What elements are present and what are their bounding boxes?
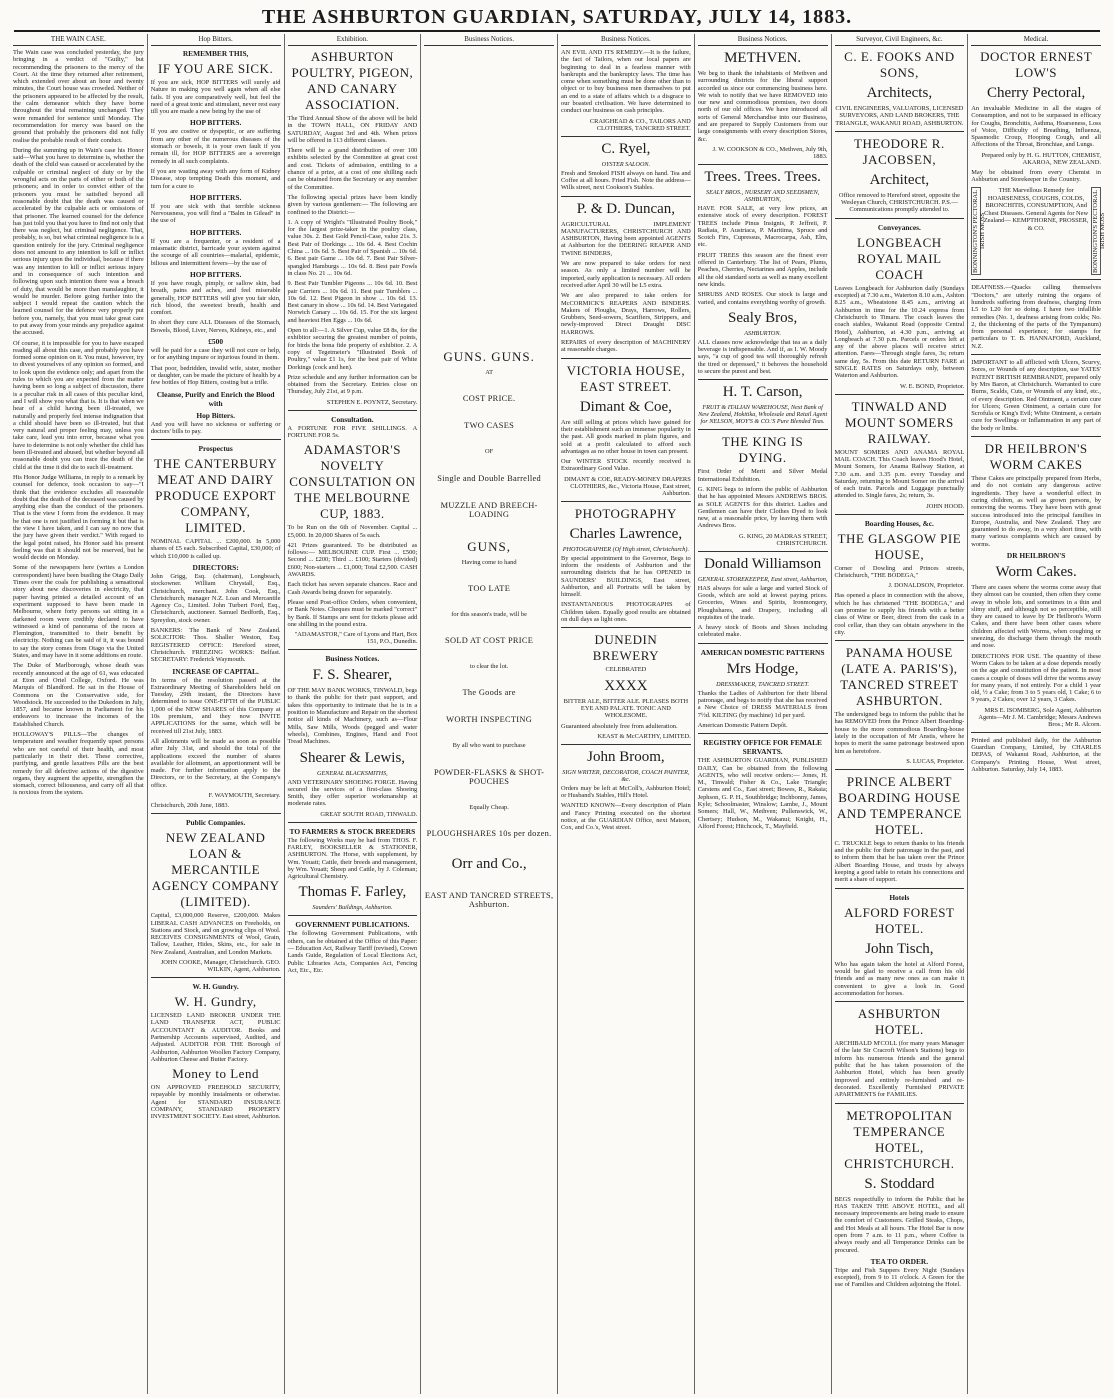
article-text: Has opened a place in connection with the above, which he has christened "THE BODEGA," and can promise to supply his friends with a better class of Wine or Beer, direct from the cask in a cool cellar, than they can obtain anywhere in the city. — [834, 592, 965, 636]
divider — [288, 915, 418, 916]
divider — [835, 394, 965, 395]
section-heading: TO FARMERS & STOCK BREEDERS — [289, 826, 416, 836]
article-text: May be obtained from every Chemist in Ashburton and Storekeeper in the Country. — [971, 168, 1101, 184]
article-text: If you are a frequenter, or a resident of a miasmatic district, barricade your system against the scourge of all countries—malarial, epidemic, bilious and intermittent fevers—by the use of — [150, 237, 281, 267]
article-text: WANTED KNOWN—Every description of Plain and Fancy Printing executed on the shortest notice, at the GUARDIAN Office, next Matson, Cox, and Co.'s, West street. — [561, 802, 691, 832]
article-text: INSTANTANEOUS PHOTOGRAPHS of Children taken. Equally good results are obtained on dull days as light ones. — [561, 601, 691, 624]
article-text: Please send Post-office Orders, when convenient, or Bank Notes. Cheques must be marked "correct" by Bank. If Stamps are sent for tickets please add one shilling in the pound extra. — [287, 598, 418, 628]
article-text: Printed and published daily, for the Ashburton Guardian Company, Limited, by CHARLES DEPAS, of Wakanui Road, Ashburton, at the Company's Printing House, West street, Ashburton. Saturday, July 14, 1883. — [971, 736, 1101, 773]
article-text: Having come to hand — [461, 558, 517, 566]
advertiser-name: Orr and Co., — [451, 856, 527, 873]
divider — [151, 813, 281, 814]
article-text: Leaves Longbeach for Ashburton daily (Sundays excepted) at 7.30 a.m., Waterton 8.10 a.m., Ashton 8.25 a.m., Wheatstone 8.45 a.m., arriving at Ashburton in time for the 10.24 express from Christchurch to Timaru. The coach leaves the coach stables, Wakanui Road (opposite Central Hotel), Ashburton, at 4.30 p.m., arriving at Longbeach at 7.30 p.m. Parcels or orders left at any of the above places will receive strict attention. Fares—Through single fares, 3s; return same day, 5s. From this date RETURN FARE at SINGLE RATES on Saturdays only, between Waterton and Ashburton. — [834, 284, 965, 380]
display-title: GUNS. GUNS. — [443, 349, 535, 364]
ad-heading: ASHBURTON POULTRY, PIGEON, AND CANARY ASSOCIATION. — [291, 49, 414, 112]
article-text: Thanks the Ladies of Ashburton for their liberal patronage, and begs to notify that she has received a New Choice of DRESS MATERIALS from 7½d. KILTING (by machine) 1d per yard. — [697, 689, 828, 719]
article-text: All allotments will be made as soon as possible after July 31st, and should the total of the applications exceed the number of shares available for allotment, an apportionment will be made. For further information apply to the Directors, or to the Secretary, at the Company's office. — [150, 737, 281, 789]
ad-title: C. Ryel, — [601, 140, 651, 157]
article-text: We are now prepared to take orders for next season. As only a limited number will be imported, early application is necessary. All orders received after April 30 will be L5 extra. — [561, 260, 691, 289]
article-text: AT — [485, 369, 494, 376]
ad-subtitle: Saunders' Buildings, Ashburton. — [312, 904, 393, 912]
article-text: Corner of Dowling and Princes streets, Christchurch, "THE BODEGA," — [834, 564, 965, 580]
signature-line: Prepared only by H. G. HUTTON, CHEMIST, AKAROA, NEW ZEALAND. — [981, 151, 1101, 166]
article-text: Capital, £3,000,000 Reserve, £200,000. Makes LIBERAL CASH ADVANCES on Freeholds, on Stations and Stock, and on growing clips of Wool. RECEIVES CONSIGNMENTS of Wool, Grain, Tallow, Leather, Hides, Skins, etc., for sale in New Zealand, Australian, and London Markets. — [150, 912, 281, 956]
section-heading: AMERICAN DOMESTIC PATTERNS — [700, 647, 825, 657]
section-heading: Public Companies. — [186, 818, 246, 828]
divider — [151, 977, 281, 978]
display-line: PLOUGHSHARES 10s per dozen. — [426, 829, 552, 839]
ad-heading: THE GLASGOW PIE HOUSE, — [837, 530, 962, 562]
article-text: C. TRUCKLE begs to return thanks to his friends and the public for their patronage in the past, and to inform them that he has taken over the Prince Albert Boarding House, and trusts by always keeping a good table to retain his connections and merit a share of support. — [834, 839, 965, 884]
signature-line: MRS E. ISOMBERG, Sole Agent, Ashburton Agents—Mr J. M. Cambridge; Messrs Andrews Bros.; Mr R. Alcorn. — [978, 706, 1101, 728]
article-text: That poor, bedridden, invalid wife, sister, mother or daughter, can be made the picture of health by a few bottles of Hop Bitters, costing but a trifle. — [150, 364, 281, 387]
article-text: If you are costive or dyspeptic, or are suffering from any other of the numerous diseases of the stomach or bowels, it is your own fault if you remain ill, for HOP BITTERS are a sovereign remedy in all such complaints. — [150, 128, 281, 165]
divider — [698, 733, 828, 734]
divider — [698, 551, 828, 552]
section-heading: INCREASE OF CAPITAL. — [172, 666, 259, 676]
article-text: Tripe and Fish Suppers Every Night (Sundays excepted), from 9 to 11 o'clock. A Green for the use of Families and Children adjoining the Hotel. — [834, 1266, 965, 1289]
article-text: 9. Best Pair Tumbler Pigeons ... 10s 6d. 10. Best pair Carriers ... 10s 6d. 11. Best pair Tumblers ... 10s 6d. 12. Best Pigeon in show ... 10s 6d. 13. Best canary in show ... 10s 6d. 14. Best Variegated Norwich Canary ... 10s 6d. 15. For the six largest and heaviest Hen Eggs ... 10s 6d. — [287, 280, 418, 324]
article-text: NOMINAL CAPITAL ... £200,000. In 5,000 shares of £5 each. Subscribed Capital, £30,000; of which £10,000 is called up. — [150, 538, 281, 560]
section-heading: Hop Bitters. — [196, 410, 235, 420]
ad-subtitle: ASHBURTON. — [744, 329, 782, 337]
display-title: GUNS, — [467, 538, 511, 554]
article-text: OF — [485, 448, 494, 456]
display-line: TWO CASES — [464, 421, 515, 431]
section-heading: DIRECTORS: — [192, 562, 239, 572]
column-header: Business Notices. — [698, 34, 828, 46]
article-text: BITTER ALE, BITTER ALE. PLEASES BOTH EYE AND PALATE. TONIC AND WHOLESOME. — [563, 697, 689, 720]
article-text: ON APPROVED FREEHOLD SECURITY, repayable by monthly instalments or otherwise. Agent for STANDARD INSURANCE COMPANY, STANDARD PROPERTY INVESTMENT SOCIETY. East street, Ashburton. — [150, 1084, 281, 1121]
article-text: Our WINTER STOCK recently received is Extraordinary Good Value. — [561, 458, 691, 473]
display-line: MUZZLE AND BREECH-LOADING — [440, 500, 538, 519]
article-text: AN EVIL AND ITS REMEDY.—It is the failure, the fact of Tailors, when our local papers are beginning to deal in a fearless manner with bankrupts and the bankruptcy laws. The time has come when something must be done other than to object or to buy business men themselves to put an end to a state of affairs which is a disgrace to our boasted civilisation. We have determined to conduct our business on cash principles. — [561, 49, 691, 115]
ad-title: METHVEN. — [724, 50, 802, 66]
article-text: LICENSED LAND BROKER UNDER THE LAND TRANSFER ACT, PUBLIC ACCOUNTANT & AUDITOR. Books and Partnership Accounts supervised, Audited, and Adjusted. AUDITOR FOR THE Borough of Ashburton, Ashburton Woollen Factory Company, Ashburton Cheese and Butter Factory. — [150, 1012, 281, 1063]
ad-title: Shearer & Lewis, — [299, 749, 406, 766]
article-text: We are also prepared to take orders for McCORMICK'S REAPERS AND BINDERS. Makers of Ploughs, Drays, Harrows, Rollers, Grubbers, Seed-sowers, Scarifiers, Strippers, and newly-improved Direct Draught DISC HARROWS. — [561, 292, 691, 336]
section-heading: Consultation. — [331, 414, 374, 424]
ad-title: Thomas F. Farley, — [298, 884, 407, 901]
article-text: DIRECTIONS FOR USE. The quantity of these Worm Cakes to be taken at a dose depends mostly on the age and constitution of the patient. In most cases a couple of doses will drive the worms away for many years, if not entirely. For a child 1 year old, ½ a Cake; from 3 to 5 years old, 1 Cake; 6 to 9 years, 2 Cakes; over 12 years, 3 Cakes. — [971, 652, 1101, 704]
article-text: John Grigg, Esq. (chairman), Longbeach, stockowner. William Chrystall, Esq., Christchurch, merchant. John Cook, Esq., Christchurch, manager N.Z. Loan and Mercantile Agency Co., Limited. John Turbert Ford, Esq., Christchurch, auctioneer. Samuel Bedforth, Esq., Spreydon, stock owner. — [150, 572, 281, 624]
ad-heading: DOCTOR ERNEST LOW'S — [980, 49, 1093, 80]
ad-title: Donald Williamson — [704, 555, 822, 572]
divider — [835, 1103, 965, 1104]
column-6 — [694, 34, 831, 1394]
article-text: His Honor Judge Williams, in reply to a remark by counsel for defence, took occasion to say—"I think that the evidence excludes all reasonable doubt that the death of the deceased was caused by anything else than the conduct of the prisoners. That is the view I form from the evidence. It may be that one is not justified in forming it but that is the view I have taken, and I can say no now that the jury have given their verdict." With regard to the legal point raised, his Honor said his present feeling was that it should not be reserved, but he would decide on Monday. — [13, 473, 144, 562]
divider — [835, 131, 965, 132]
section-heading: Cleanse, Purify and Enrich the Blood with — [156, 389, 275, 408]
article-text: Each ticket has seven separate chances. Race and Cash Awards being drawn for separately. — [287, 581, 418, 596]
display-line: TOO LATE — [468, 583, 511, 593]
article-text: 1. A copy of Wright's "Illustrated Poultry Book," for the largest prize-taker in the poultry class, value 30s. 2. Best Gold Pencil-Case, value 21s. 3. Best Pair of Dorkings ... 10s 6d. 4. Best Cochin China ... 10s 6d. 5. Best Pair of Spanish ... 10s 6d. 6. Best pair Game ... 10s 6d. 7. Best Pair Silver-spangled Hamburgs ... 10s 6d. 8. Best pair Fowls in class No. 21 ... 10s 6d. — [287, 218, 418, 277]
article-text: Guaranteed absolutely free from adulteration. — [561, 722, 678, 730]
article-text: MOUNT SOMERS AND ANAMA ROYAL MAIL COACH. This Coach leaves Hood's Hotel, Mount Somers, for Anama Railway Station, at 7.30 a.m. and 3.35 p.m. every Tuesday and Saturday, returning to Mount Somer on the arrival of each train. Parcels and Luggage punctually attended to. Single fares, 2s; return, 3s. — [834, 448, 965, 500]
article-text: FRUIT TREES this season are the finest ever offered in Canterbury. The list of Pears, Plums, Peaches, Cherries, Nectarines and Apples, include all the old standard sorts as well as many excellent new kinds. — [697, 251, 828, 288]
column-7 — [831, 34, 968, 1394]
article-text: AGRICULTURAL IMPLEMENT MANUFACTURERS, CHRISTCHURCH AND ASHBURTON, Having been appointed AGENTS at Ashburton for the DEERING REAPER AND TWINE BINDERS, — [561, 220, 691, 257]
article-text: These Cakes are principally prepared from Herbs, and do not contain any dangerous active ingredients. They have a wonderful effect in curing children, as well as grown persons, by removing the worms. They have been with great success introduced into the principal families in Europe, Australia, and New Zealand. They are guaranteed to do away, in a very short time, with many various complaints which are caused by worms. — [971, 475, 1101, 548]
article-text: Prize schedule and any further information can be obtained from the Secretary. Entries close on Thursday, July 21st, at 9 p.m. — [287, 373, 418, 396]
column-4 — [420, 34, 557, 1394]
article-text: REPAIRS of every description of MACHINERY at reasonable charges. — [561, 339, 691, 354]
article-text: The following special prizes have been kindly given by various gentlemen:— The following are confined to the District:— — [287, 193, 418, 216]
article-text: To be Run on the 6th of November. Capital ... £5,000. In 20,000 Shares of 5s each. — [287, 524, 418, 539]
section-heading: GOVERNMENT PUBLICATIONS. — [295, 920, 410, 930]
article-text: IMPORTANT to all afflicted with Ulcers, Scurvy, Sores, or Wounds of any description, use YATES' PATENT BRITISH REMBRANDT, prepared only by Mrs Baron, at Christchurch. Warranted to cure Burns, Scalds, Cuts, or Wounds of any kind, etc., of every description. Red Ointment, a certain cure for Ulcers; Green Ointment, a certain cure for Scrofula or King's Evil; White Ointment, a certain cure for Swellings or Inflammation in any part of the body or limbs. — [971, 359, 1101, 432]
column-5 — [557, 34, 694, 1394]
article-text: HAS always for sale a large and varied Stock of Goods, which are sold at lowest paying prices. Groceries, Wines and Spirits, Ironmongery, Ploughshares, and Drapery, including all requisites of the trade. — [697, 584, 828, 621]
ad-heading: IF YOU ARE SICK. — [158, 61, 274, 76]
article-text: The following Works may be had from THOS. F. FARLEY, BOOKSELLER & STATIONER, ASHBURTON. The Horse, with supplement, by Wm. Youatt; Cattle, their breeds and management, by Wm. Youatt; Sheep and Cattle, by J. Coleman; Agricultural Chemistry. — [287, 836, 418, 881]
column-header: Medical. — [971, 34, 1101, 46]
signature-line: "ADAMASTOR," Care of Lyons and Hart, Box 151, P.O., Dunedin. — [294, 631, 418, 646]
article-text: G. KING begs to inform the public of Ashburton that he has appointed Messrs ANDREWS BROS. as SOLE AGENTS for this district. Ladies and Gentlemen can have their Clothes Dyed to look new, at a reasonable price, by leaving them with Andrews Bros. — [697, 485, 828, 530]
article-text: AND VETERINARY SHOEING FORGE. Having secured the services of a first-class Shoeing Smith, they offer superior workmanship at moderate rates. — [287, 778, 418, 808]
article-text: American Domestic Pattern Depôt. — [697, 721, 788, 729]
article-text: The Wain case was concluded yesterday, the jury bringing in a verdict of "Guilty," but recommending the prisoners to the mercy of the Court. At the time they returned after retirement, which extended over about an hour and twenty minutes, the Court house was crowded. Neither of the prisoners appeared to be affected by the result, the calm demeanor which they have borne throughout the trial remaining unchanged. They were remanded for sentence until Monday. The recommendation for mercy was based on the ground that probably the prisoners did not fully realise the probable result of their conduct. — [13, 49, 144, 144]
article-text: A FORTUNE FOR FIVE SHILLINGS. A FORTUNE FOR 5s. — [287, 424, 418, 439]
article-text: THE ASHBURTON GUARDIAN, PUBLISHED DAILY, Can be obtained from the following AGENTS, who will receive orders:— Jones, H. M., Tinwald; Fisher & Co., Lake Triangle; Carstens and Co., East street; Bowes, R., Rakaia; Jephson, G. P. H., Southbridge; Inchbonny, James, Kyle; Schoolmaster, Winslow; Lambe, J., Mount Somers; Hall, W., Methven; Pullenswick, W., Chertsey; Hudson, M., Wakanui; Knight, H., Alford Forest; Hitchcock, T., Mayfield. — [697, 757, 828, 830]
ad-title: P. & D. Duncan, — [576, 200, 676, 217]
article-text: Open to all:—1. A Silver Cup, value £8 8s, for the exhibitor securing the greatest number of points, for birds the bona fide property of exhibitor. 2. A copy of Tegetmeier's "Illustrated Book of Poultry," value £1 1s, for the best pair of White Dorkings (cock and hen). — [287, 327, 418, 371]
section-heading: TEA TO ORDER. — [870, 1256, 929, 1266]
article-text: HAVE FOR SALE, at very low prices, an extensive stock of every description. FOREST TREES include Pinus Insignis, P. Jeffreii, P. Radiata, P. Austriaca, P. Maritima, Spruce and Scotch Firs, Cupressus, Macrocarpa, Ash, Elm, etc. — [697, 204, 828, 249]
ad-subtitle: GENERAL BLACKSMITHS, — [317, 769, 388, 777]
divider — [835, 514, 965, 515]
section-heading: REGISTRY OFFICE FOR FEMALE SERVANTS. — [703, 738, 822, 757]
display-line: Single and Double Barrelled — [437, 473, 541, 483]
ad-title: Worm Cakes. — [995, 563, 1077, 580]
divider — [835, 769, 965, 770]
article-text: There are cases where the worms come away that they almost can be counted, then often they come away in whole lots, and sometimes in a thin and slimy stuff, and although not so perceptible, still they are caused to leave by Dr Heilbron's Worm Cakes, and there have been other cases where children affected with Worms, when coughing or sneezing, do discharge them through the mouth and nose. — [971, 583, 1101, 650]
article-text: By all who want to purchase — [452, 742, 526, 750]
divider — [971, 732, 1101, 733]
column-header: Hop Bitters. — [151, 34, 281, 46]
section-heading: HOP BITTERS. — [189, 192, 242, 202]
article-text: ALL classes now acknowledge that tea as a daily beverage is indispensable. And if, as I. W. Moody says, "a cup of good tea will thoroughly refresh the tired or depressed," it behoves the household to secure the purest and best. — [697, 338, 828, 376]
ad-heading: THE KING IS DYING. — [721, 434, 804, 466]
signature-line: JOHN COOKE, Manager, Christchurch. GEO. WILKIN, Agent, Ashburton. — [160, 959, 281, 974]
display-line: WORTH INSPECTING — [446, 715, 533, 725]
signature-line: GREAT SOUTH ROAD, TINWALD. — [320, 810, 418, 818]
column-header: THE WAIN CASE. — [13, 34, 144, 46]
ad-subtitle: GENERAL STOREKEEPER, East street, Ashburton, — [697, 575, 828, 583]
ad-subtitle: FRUIT & ITALIAN WAREHOUSE, Next Bank of New Zealand, Hokitika, Wholesale and Retail Agent for NELSON, MOY'S & CO.'S Pure Blended Teas. — [698, 404, 828, 426]
display-line: EAST AND TANCRED STREETS, Ashburton. — [424, 891, 554, 910]
article-text: In short they cure ALL Diseases of the Stomach, Bowels, Blood, Liver, Nerves, Kidneys, etc., and — [150, 319, 281, 334]
article-text: In terms of the resolution passed at the Extraordinary Meeting of Shareholders held on Tuesday, 29th instant, the Directors have determined to issue ONE-FIFTH of the PUBLIC 1,000 of the NEW SHARES of this Company at 10s premium, and they now INVITE APPLICATIONS for the same, which will be received till 21st July, 1883. — [150, 676, 281, 735]
divider — [835, 640, 965, 641]
ad-heading: PHOTOGRAPHY — [574, 505, 677, 521]
ad-title: Architect, — [869, 171, 930, 188]
section-heading: £500 — [208, 337, 224, 347]
article-text: During the summing up in Wain's case his Honor said—What you have to determine is, whether the death of the child was caused or accelerated by the culpable or criminal neglect of duty or by the wrongful acts on the parts of either or both of the prisoners; and in order to convict either of the prisoners you must be satisfied beyond all reasonable doubt that the death was caused or accelerated by the culpable acts or omissions of that prisoner. The learned counsel for the defence has just told you that you have to find not only that there was neglect, but criminal negligence. That, probably, is so, but what criminal negligence is is a question entirely for the jury. Criminal negligence does not amount to any intention to kill or inflict serious injury upon the individual, because if there was any intention to kill or inflict serious injury and in consequence of such intention and following upon such intention there was a breach of duty, that would be more than manslaughter, it would be murder. Before going further into the subject I would repeat the caution which the learned counsel for the defence very properly put before you, namely, that you must take great care to put away from your minds any prejudice against the accused. — [13, 146, 144, 337]
divider — [698, 164, 828, 165]
ad-heading: THEODORE R. JACOBSEN, — [854, 135, 945, 167]
signature-line: W. E. BOND, Proprietor. — [900, 382, 965, 390]
article-text: CELEBRATED — [605, 666, 647, 674]
ad-title: Trees. Trees. Trees. — [704, 168, 821, 185]
article-text: CIVIL ENGINEERS, VALUATORS, LICENSED SURVEYORS, AND LAND BROKERS, THE TRIANGLE, WAKANUI ROAD, ASHBURTON. — [835, 105, 964, 127]
ad-heading: PANAMA HOUSE (LATE A. PARIS'S), TANCRED STREET ASHBURTON. — [840, 645, 959, 709]
display-line: POWDER-FLASKS & SHOT-POUCHES — [434, 767, 545, 786]
section-heading: Boarding Houses, &c. — [864, 518, 934, 528]
section-heading: REMEMBER THIS, — [182, 49, 249, 58]
article-text: If you have rough, pimply, or sallow skin, bad breath, pains and aches, and feel miserable generally, HOP BITTERS will give you fair skin, rich blood, the sweetest breath, health and comfort. — [150, 279, 281, 317]
vertical-label-right: BONNINGTON'S PECTORAL IRISH MOSS — [1091, 187, 1101, 275]
article-text: OF THE MAY BANK WORKS, TINWALD, begs to thank the public for their past support, and takes this opportunity to intimate that he is in a position to Manufacture and Repair on the shortest notice all kinds of Machinery, such as—Flour Mills, Saw Mills, Woods (pegged and water wheels), Combines, Engines, Hand and Foot Tread Machines. — [287, 687, 418, 746]
section-heading: Business Notices. — [325, 654, 380, 664]
article-text: Christchurch, 20th June, 1883. — [150, 802, 230, 809]
signature-line: KEAST & McCARTHY, LIMITED. — [597, 732, 691, 740]
article-text: will be paid for a case they will not cure or help, or for anything impure or injurious found in them. — [150, 347, 281, 362]
article-text: If you are sick with that terrible sickness Nervousness, you will find a "Balm in Gilead" in the use of — [150, 202, 281, 225]
divider — [698, 643, 828, 644]
ad-heading: PRINCE ALBERT BOARDING HOUSE AND TEMPERANCE HOTEL. — [836, 773, 962, 837]
ad-title: Cherry Pectoral, — [986, 85, 1086, 101]
article-text: The Duke of Marlborough, whose death was recently announced at the age of 61, was educated at Eton and Oriel College, Oxford. He was Marquis of Blandford. He sat in the House of Commons on the Conservative side, for Woodstock. He succeeded to the Dukedom in July, 1857, and became known in Parliament for his endeavors to increase the incomes of the Established Church. — [13, 662, 144, 728]
divider — [835, 1001, 965, 1002]
ad-heading: METROPOLITAN TEMPERANCE HOTEL, CHRISTCHURCH. — [844, 1107, 955, 1171]
divider — [561, 358, 691, 359]
signature-line: F. WAYMOUTH, Secretary. — [208, 792, 281, 799]
article-text: The undersigned begs to inform the public that he has REMOVED from the Prince Albert Boarding-house to the more commodious Boarding-house lately in the occupation of Mr Anstis, where he hopes to merit the same patronage bestowed upon him as heretofore. — [834, 711, 965, 755]
ad-title: F. S. Shearer, — [312, 667, 393, 684]
ad-heading: ALFORD FOREST HOTEL. — [844, 904, 955, 936]
ad-title: Dimant & Coe, — [579, 398, 672, 415]
article-text: An invaluable Medicine in all the stages of Consumption, and not to be surpassed in efficacy for Coughs, Bronchitis, Asthma, Hoarseness, Loss of Voice, Difficulty of Breathing, Influenza, Spasmodic Croup, Hooping Cough, and all Affections of the Throat, Bronchiae, and Lungs. — [971, 105, 1101, 149]
section-heading: Hotels — [889, 892, 910, 902]
article-text: We beg to thank the inhabitants of Methven and surrounding districts for the liberal support accorded us since our commencing business here. We wish to notify that we have REMOVED into our new and commodious premises, two doors north of our old offices. We have introduced all sorts of General Merchandise into our Business, and are prepared to Supply Customers from our large consignments with every description Stores, &c. — [697, 70, 828, 143]
article-text: If you are wasting away with any form of Kidney Disease, stop tempting Death this moment, and turn for a cure to — [150, 167, 281, 190]
article-text: to clear the lot. — [469, 663, 509, 671]
ad-title: XXXX — [604, 677, 648, 694]
ad-title: John Broom, — [587, 748, 665, 765]
divider — [835, 888, 965, 889]
section-heading: W. H. Gundry. — [192, 982, 239, 992]
ad-heading: LONGBEACH ROYAL MAIL COACH — [857, 234, 942, 282]
display-line: The Goods are — [462, 688, 516, 698]
divider — [561, 627, 691, 628]
display-line: COST PRICE. — [462, 394, 516, 404]
article-text: Some of the newspapers here (writes a London correspondent) have been bustling the Otago Daily Times over the coals for publishing a sensational story about new discoveries in electricity, that paper having printed a detailed account of an experiment supposed to have been made in Melbourne, where forty persons sat sitting in a darkened room were credibly declared to have witnessed a kind of panorama of the races at Flemington, transmitted to their benefit by electricity. Nothing can be said of it, it was bound to say the story comes from Otago via the United States, and may have in it some additions en route. — [13, 564, 144, 660]
divider — [698, 429, 828, 430]
divider — [561, 196, 691, 197]
divider — [971, 279, 1101, 280]
divider — [835, 218, 965, 219]
column-header: Exhibition. — [288, 34, 418, 46]
ad-heading: THE CANTERBURY MEAT AND DAIRY PRODUCE EXPORT COMPANY, LIMITED. — [154, 456, 278, 536]
section-heading: HOP BITTERS. — [189, 118, 242, 128]
article-text: And you will have no sickness or suffering or doctors' bills to pay. — [150, 420, 281, 435]
vertical-label-left: BONNINGTON'S PECTORAL IRISH MOSS — [971, 187, 981, 275]
article-text: By special appointment to the Governor, Begs to inform the residents of Ashburton and the surrounding districts that he has OPENED in SAUNDERS' BUILDINGS, East street, Ashburton, and all Portraits will be taken by himself. — [561, 554, 691, 599]
column-3 — [284, 34, 421, 1394]
column-8 — [967, 34, 1104, 1394]
section-heading: HOP BITTERS. — [189, 269, 242, 279]
article-text: Office removed to Hereford street, opposite the Wesleyan Church, CHRISTCHURCH. P.S.—Communications promptly attended to. — [838, 191, 960, 214]
ad-subtitle: SIGN WRITER, DECORATOR, COACH PAINTER, &c. — [562, 768, 690, 783]
signature-line: G. KING, 20 MADRAS STREET, CHRISTCHURCH. — [739, 532, 828, 547]
article-text: Fresh and Smoked FISH always on hand. Tea and Coffee at all hours. Fried Fish. Note the address—Wills street, next Cookson's Stables. — [561, 169, 691, 192]
article-text: BANKERS: The Bank of New Zealand. SOLICITOR: Thos. Shaller Weston, Esq. REGISTERED OFFICE: Hereford street, Christchurch. FREEZING WORKS: Belfast. SECRETARY: Frederick Waymouth. — [150, 627, 281, 664]
section-heading: HOP BITTERS. — [189, 227, 242, 237]
article-text: The Third Annual Show of the above will be held in the TOWN HALL, ON FRIDAY AND SATURDAY, August 3rd and 4th. When prizes will be offered in 113 different classes. — [287, 115, 418, 144]
ad-subtitle: SEALY BROS., NURSERY AND SEEDSMEN, ASHBURTON, — [705, 188, 820, 203]
divider — [151, 439, 281, 440]
ad-title: S. Stoddard — [864, 1175, 935, 1192]
newspaper-columns — [10, 34, 1104, 1394]
ad-heading: W. H. Gundry, — [174, 994, 257, 1010]
article-text: The following Government Publications, with others, can be obtained at the Office of this Paper:— Education Act, Railway Tariff (revised), Crown Lands Guide, Regulation of Local Elections Act, Public Libraries Acts, Companies Act, Fencing Act, Etc., Etc. — [287, 930, 418, 974]
ad-title: Sealy Bros, — [728, 309, 798, 326]
ad-title: Charles Lawrence, — [569, 525, 683, 542]
column-2 — [147, 34, 284, 1394]
signature-line: STEPHEN E. POYNTZ, Secretary. — [326, 398, 418, 406]
signature-line: JOHN HOOD. — [926, 502, 965, 510]
ad-title: H. T. Carson, — [722, 384, 803, 401]
ad-subtitle: PHOTOGRAPHER (Of High street, Christchurch). — [562, 545, 689, 553]
divider — [971, 354, 1101, 355]
ad-subtitle: DRESSMAKER, TANCRED STREET. — [716, 680, 810, 688]
article-text: for this season's trade, will be — [451, 610, 527, 618]
signature-line: S. LUCAS, Proprietor. — [906, 757, 965, 765]
ad-heading: DR HEILBRON'S WORM CAKES — [984, 441, 1088, 473]
section-heading: DR HEILBRON'S — [1006, 550, 1066, 560]
ad-title: Mrs Hodge, — [726, 660, 799, 677]
article-text: SHRUBS AND ROSES. Our stock is large and varied, and contains everything worthy of growth. — [697, 291, 828, 306]
article-text: ARCHIBALD M'COLL (for many years Manager of the late Sir Cracroft Wilson's Stations) begs to inform his numerous friends and the general public that he has taken possession of the Ashburton Hotel, which has been greatly improved and entirely re-furnished and re-decorated. Excellently Furnished PRIVATE APARTMENTS for FAMILIES. — [834, 1040, 965, 1099]
divider — [288, 410, 418, 411]
article-text: If you are sick, HOP BITTERS will surely aid Nature in making you well again when all else fails. If you are comparatively well, but feel the need of a great tonic and stimulant, never rest easy till you are made a new being by the use of — [150, 79, 281, 116]
ad-heading: ADAMASTOR'S NOVELTY CONSULTATION ON THE MELBOURNE CUP, 1883. — [289, 442, 416, 522]
article-text: HOLLOWAY'S PILLS—The changes of temperature and weather frequently upset persons who are not careful of their health, and most particularly in their diet. These corrective, purifying, and gentle laxatives Pills are the best remedy for all defective actions of the digestive organs, they augment the appetite, strengthen the stomach, correct biliousness, and carry off all that is noxious from the system. — [13, 731, 144, 797]
article-text: There will be a grand distribution of over 100 exhibits selected by the Committee at great cost and cost. Tickets of admission, entitling to a chance of a prize, at a cost of one shilling each can be obtained from the Secretary or any member of the Committee. — [287, 147, 418, 191]
display-line: SOLD AT COST PRICE — [445, 636, 534, 646]
spacer — [424, 49, 554, 329]
article-text: 421 Prizes guaranteed. To be distributed as follows:— MELBOURNE CUP. First ... £500; Second ... £200; Third ... £100; Starters (divided) £600; Non-starters ... £1,000; Total £2,500. CASH AWARDS. — [287, 541, 418, 579]
article-text: DEAFNESS.—Quacks calling themselves "Doctors," are utterly ruining the organs of hundreds suffering from deafness, charging from L5 to L20 for so doing. I have two infallible remedies (No. 1, deafness arising from colds; No. 2, the thickening of the parts of the Tympanum) from personal experience; for stamps for particulars to T. B. HANNAFORD, Auckland, N.Z. — [971, 284, 1101, 350]
ad-title: John Tisch, — [865, 940, 934, 957]
ad-heading: NEW ZEALAND LOAN & MERCANTILE AGENCY COMPANY (LIMITED). — [151, 830, 280, 910]
masthead-title: THE ASHBURTON GUARDIAN, SATURDAY, JULY 14, 1883. — [14, 2, 1100, 32]
article-text: First Order of Merit and Silver Medal International Exhibition. — [697, 468, 828, 483]
article-text: Who has again taken the hotel at Alford Forest, would be glad to receive a call from his old friends and as many new ones as can make it convenient to give a look in. Good accommodation for horses. — [834, 960, 965, 997]
pectoral-ad-text: THE Marvellous Remedy for HOARSENESS, COUGHS, COLDS, BRONCHITIS, CONSUMPTION, And Chest Diseases. General Agents for New Zealand— KEMPTHORNE, PROSSER, & CO. — [983, 187, 1089, 232]
divider — [698, 379, 828, 380]
article-text: BEGS respectfully to inform the Public that he HAS TAKEN THE ABOVE HOTEL, and all necessary improvements are being made to ensure the comfort of Customers. Grilled Steaks, Chops, and Hot Meals at all hours. The Hotel Bar is now open from 7 a.m. to 11 p.m., where Coffee is always ready and all Temperance Drinks can be procured. — [834, 1195, 965, 1254]
ad-title: Architects, — [866, 85, 933, 101]
article-text: Orders may be left at McColl's, Ashburton Hotel; or Husband's Stables, Hill's Hotel. — [561, 784, 691, 800]
ad-heading: ASHBURTON HOTEL. — [857, 1006, 941, 1038]
signature-line: CRAIGHEAD & CO., TAILORS AND CLOTHIERS, TANCRED STREET. — [589, 117, 691, 132]
divider — [561, 136, 691, 137]
article-text: Equally Cheap. — [469, 803, 509, 811]
pectoral-ad-box — [971, 187, 1106, 275]
article-text: Are still selling at prices which have gained for their establishment such an immense popularity in the past. All goods marked in plain figures, and sold at a profit calculated to afford such advantages as no other house in town can present. — [561, 418, 691, 455]
column-header: Business Notices. — [561, 34, 691, 46]
divider — [561, 501, 691, 502]
column-1 — [10, 34, 147, 1394]
column-header: Surveyor, Civil Engineers, &c. — [835, 34, 965, 46]
section-heading: Prospectus — [198, 444, 233, 454]
ad-heading: VICTORIA HOUSE, EAST STREET. — [566, 362, 686, 394]
signature-line: DIMANT & COE, READY-MONEY DRAPERS CLOTHIERS, &c., Victoria House, East street, Ashburton. — [564, 475, 691, 497]
ad-subtitle: OYSTER SALOON. — [601, 160, 651, 168]
ad-heading: TINWALD AND MOUNT SOMERS RAILWAY. — [845, 398, 954, 446]
article-text: Of course, it is impossible for you to have escaped reading all about this case, and probably you have formed some opinion on it. You must, however, try to divest yourselves of any opinion so formed, and to look upon the evidence only; and apart from the rules to which you are expected from the matter having been so long a subject of discussion, there is a peculiar risk in all cases of this peculiar kind, and I will show you what that is. It is that when we hear of a child having been ill-treated, we naturally and properly feel intense indignation that a child should have been so ill-treated, but that very natural and proper feeling may, unless you take care, lead you into error, because what you have to determine is not only whether the child has been ill-treated and abused, but whether beyond all reasonable doubt you can trace the death of the child at the time it did die to such ill-treatment. — [13, 339, 144, 471]
column-header: Business Notices. — [424, 34, 554, 46]
section-heading: Conveyances. — [877, 222, 921, 232]
divider — [561, 744, 691, 745]
divider — [971, 436, 1101, 437]
signature-line: J. DONALDSON, Proprietor. — [888, 582, 965, 590]
article-text: A heavy stock of Boots and Shoes including celebrated make. — [697, 624, 828, 639]
divider — [288, 649, 418, 650]
ad-heading: DUNEDIN BREWERY — [592, 632, 660, 664]
signature-line: J. W. COOKSON & CO., Methven, July 9th, 1883. — [712, 145, 828, 160]
ad-heading: Money to Lend — [172, 1066, 259, 1082]
divider — [288, 822, 418, 823]
ad-heading: C. E. FOOKS AND SONS, — [844, 49, 955, 80]
